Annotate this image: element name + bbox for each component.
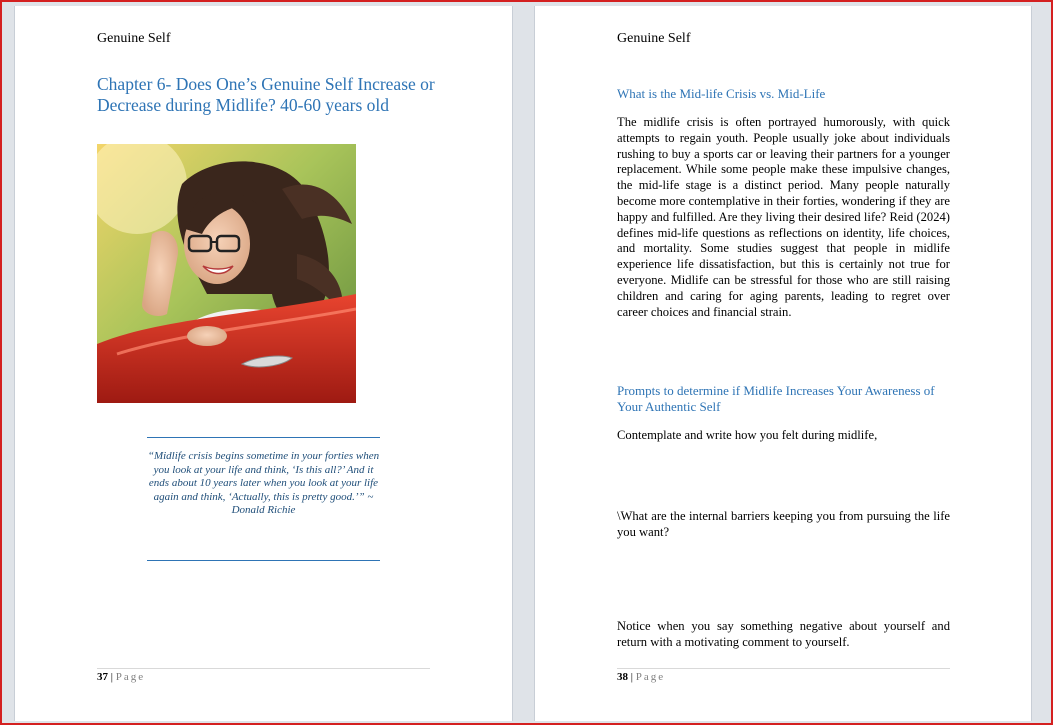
- page-38[interactable]: [534, 6, 1032, 721]
- footer-separator: |: [108, 671, 116, 683]
- page-number: 37: [97, 671, 108, 683]
- page-label: Page: [115, 671, 146, 683]
- woman-in-convertible-photo: [97, 144, 356, 403]
- page-37[interactable]: [14, 6, 513, 721]
- page-footer: [617, 671, 665, 683]
- pull-quote: “Midlife crisis begins sometime in your forties when you look at your life and think, ‘Is this all?’ And it ends about 10 years later when you look at your life again and think, ‘Actually, this is pretty good.’” ~ Donald Richie: [147, 450, 380, 516]
- footer-rule: [97, 668, 430, 669]
- prompt-1: Contemplate and write how you felt during midlife,: [617, 428, 878, 442]
- midlife-body-paragraph: The midlife crisis is often portrayed humorously, with quick attempts to regain youth. People usually joke about individuals rushing to buy a sports car or leaving their partners for a younger replacement. While some people make these impulsive changes, the mid-life stage is a distinct period. Many people naturally become more contemplative in their forties, wondering if they are happy and fulfilled. Are they living their desired life? Reid (2024) defines mid-life questions as reflections on identity, life choices, and mortality. Some studies suggest that people in midlife experience life dissatisfaction, but this is certainly not true for everyone. Midlife can be stressful for those who are still raising children and caring for aging parents, leading to regret over career choices and financial strain.: [617, 115, 950, 319]
- page-footer: [97, 671, 145, 683]
- page-number: 38: [617, 671, 628, 683]
- prompt-2: \What are the internal barriers keeping you from pursuing the life you want?: [617, 509, 950, 539]
- page-header: Genuine Self: [617, 31, 691, 46]
- quote-top-rule: [147, 437, 380, 438]
- quote-bottom-rule: [147, 560, 380, 561]
- section-heading-midlife-crisis: What is the Mid-life Crisis vs. Mid-Life: [617, 86, 826, 101]
- page-header: Genuine Self: [97, 31, 171, 46]
- section-heading-prompts: Prompts to determine if Midlife Increases Your Awareness of Your Authentic Self: [617, 383, 935, 414]
- page-label: Page: [635, 671, 666, 683]
- prompt-3: Notice when you say something negative about yourself and return with a motivating comment to yourself.: [617, 619, 950, 649]
- footer-rule: [617, 668, 950, 669]
- chapter-title: Chapter 6- Does One’s Genuine Self Increase or Decrease during Midlife? 40-60 years old: [97, 74, 435, 115]
- footer-separator: |: [628, 671, 636, 683]
